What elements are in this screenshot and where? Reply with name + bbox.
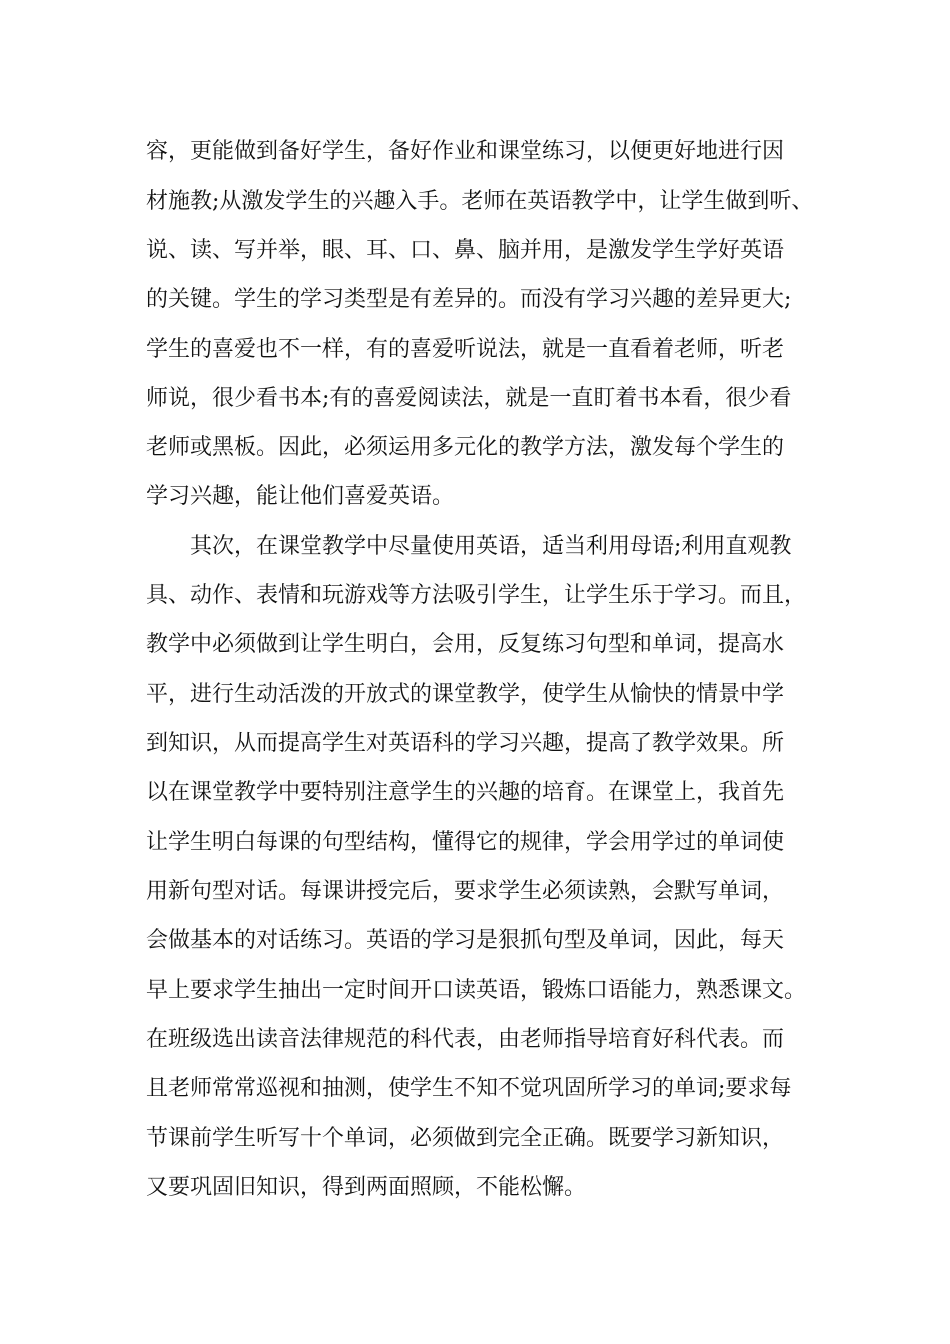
paragraph-first-line: 其次，在课堂教学中尽量使用英语，适当利用母语;利用直观教 bbox=[190, 534, 792, 559]
text-line: 且老师常常巡视和抽测，使学生不知不觉巩固所学习的单词;要求每 bbox=[146, 1076, 792, 1101]
text-line: 以在课堂教学中要特别注意学生的兴趣的培育。在课堂上，我首先 bbox=[146, 780, 785, 805]
text-line: 说、读、写并举，眼、耳、口、鼻、脑并用，是激发学生学好英语 bbox=[146, 238, 785, 263]
text-line: 学生的喜爱也不一样，有的喜爱听说法，就是一直看着老师，听老 bbox=[146, 337, 785, 362]
text-line: 具、动作、表情和玩游戏等方法吸引学生，让学生乐于学习。而且， bbox=[146, 583, 807, 608]
text-line: 用新句型对话。每课讲授完后，要求学生必须读熟，会默写单词， bbox=[146, 879, 785, 904]
text-line: 教学中必须做到让学生明白，会用，反复练习句型和单词，提高水 bbox=[146, 632, 785, 657]
text-line: 老师或黑板。因此，必须运用多元化的教学方法，激发每个学生的 bbox=[146, 435, 785, 460]
text-line: 学习兴趣，能让他们喜爱英语。 bbox=[146, 484, 455, 509]
text-line: 容，更能做到备好学生，备好作业和课堂练习，以便更好地进行因 bbox=[146, 139, 785, 164]
text-line: 到知识，从而提高学生对英语科的学习兴趣，提高了教学效果。所 bbox=[146, 731, 785, 756]
text-line: 又要巩固旧知识，得到两面照顾，不能松懈。 bbox=[146, 1175, 587, 1200]
text-line: 会做基本的对话练习。英语的学习是狠抓句型及单词，因此，每天 bbox=[146, 928, 785, 953]
text-line: 平，进行生动活泼的开放式的课堂教学，使学生从愉快的情景中学 bbox=[146, 682, 785, 707]
text-line: 节课前学生听写十个单词，必须做到完全正确。既要学习新知识， bbox=[146, 1126, 785, 1151]
text-line: 让学生明白每课的句型结构，懂得它的规律，学会用学过的单词使 bbox=[146, 830, 785, 855]
text-line: 早上要求学生抽出一定时间开口读英语，锻炼口语能力，熟悉课文。 bbox=[146, 978, 807, 1003]
text-line: 材施教;从激发学生的兴趣入手。老师在英语教学中，让学生做到听、 bbox=[146, 189, 814, 214]
text-line: 在班级选出读音法律规范的科代表，由老师指导培育好科代表。而 bbox=[146, 1027, 785, 1052]
text-line: 师说，很少看书本;有的喜爱阅读法，就是一直盯着书本看，很少看 bbox=[146, 386, 792, 411]
text-line: 的关键。学生的学习类型是有差异的。而没有学习兴趣的差异更大; bbox=[146, 287, 792, 312]
